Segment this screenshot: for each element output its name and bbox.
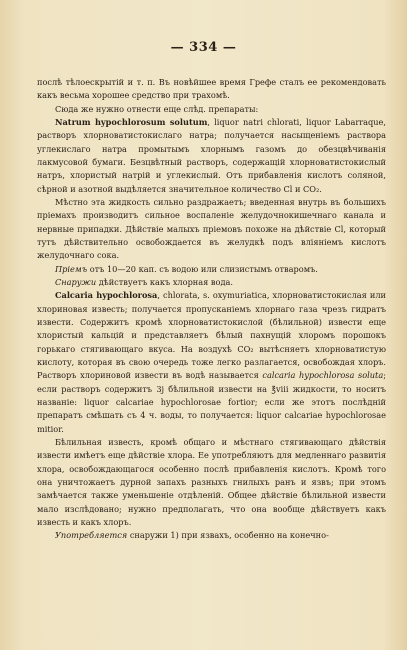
paragraph xyxy=(37,289,386,436)
body-text xyxy=(37,76,386,542)
text-run: ; если растворъ содержитъ 3j бѣлильной извести на ℥viii жидкости, то носитъ названіе: liquor calcariae hypochlorosae fortior; если же этотъ послѣдній препаратъ смѣшать съ 4 ч. воды, то получается: liquor calcariae hypochlorosae mitior. xyxy=(37,370,386,434)
text-run: послѣ тѣлоескрытій и т. п. Въ новѣйшее время Грефе сталъ ее рекомендовать какъ весьма хорошее средство при трахомѣ. xyxy=(37,77,386,101)
text-run: , chlorata, s. oxymuriatica, хлорноватистокислая или хлориновая известь; получается пропусканіемъ хлорнаго газа чрезъ гидратъ извести. Содержитъ кромѣ хлорноватистокислой (бѣлильной) извести еще хлористый кальцій и представляетъ бѣлый пахнущій хлоромъ порошокъ горькаго стягивающаго вкуса. На воздухѣ CO₂ вытѣсняетъ хлорноватистую кислоту, которая въ свою очередь тоже легко разлагается, освобождая хлоръ. Растворъ хлориновой извести въ водѣ называется xyxy=(37,290,386,381)
text-run: Natrum hypochlorosum solutum xyxy=(55,116,208,127)
text-run: Пріемъ xyxy=(55,263,88,274)
page-number: — 334 — xyxy=(170,40,237,55)
text-run: отъ 10—20 кап. съ водою или слизистымъ отваромъ. xyxy=(87,263,318,274)
text-run: Употребляется xyxy=(55,530,128,541)
text-run: Calcaria hypochlorosa xyxy=(55,290,158,301)
text-run: Снаружи xyxy=(55,276,97,287)
text-run: Бѣлильная известь, кромѣ общаго и мѣстнаго стягивающаго дѣйствія извести имѣетъ еще дѣйствіе хлора. Ее употребляютъ для медленнаго развитія хлора, освобождающагося особенно послѣ прибавленія кислотъ. Кромѣ того она уничтожаетъ дурной запахъ разныхъ гнилыхъ ранъ и язвъ; при этомъ замѣчается также уменьшеніе отдѣленій. Общее дѣйствіе бѣлильной извести мало изслѣдовано; нужно предполагать, что она вообще дѣйствуетъ какъ известь и какъ хлоръ. xyxy=(37,436,386,527)
paragraph xyxy=(37,76,386,103)
paragraph xyxy=(37,116,386,196)
paragraph xyxy=(37,276,386,289)
paragraph xyxy=(37,529,386,542)
text-run: Мѣстно эта жидкость сильно раздражаетъ; введенная внутрь въ большихъ пріемахъ производитъ сильное воспаленіе желудочнокишечнаго канала и нервные припадки. Дѣйствіе малыхъ пріемовъ похоже на дѣйствіе Cl, который тутъ дѣйствительно освобождается въ желудкѣ подъ вліяніемъ кислотъ желудочнаго сока. xyxy=(37,196,386,261)
paragraph xyxy=(37,103,386,116)
text-run: дѣйствуетъ какъ хлорная вода. xyxy=(96,276,233,287)
text-run: снаружи 1) при язвахъ, особенно на конечно- xyxy=(127,530,329,541)
paragraph xyxy=(37,436,386,529)
text-run: Сюда же нужно отнести еще слѣд. препараты: xyxy=(55,103,259,114)
paragraph xyxy=(37,263,386,276)
text-run: calcaria hypochlorosa soluta xyxy=(262,370,384,381)
paragraph xyxy=(37,196,386,263)
text-run: , liquor natri chlorati, liquor Labarraque, растворъ хлорноватистокислаго натра; получается насыщеніемъ раствора углекислаго натра промытымъ хлорнымъ газомъ до обезцвѣчиванія лакмусовой бумаги. Безцвѣтный растворъ, содержащій хлорноватистокислый натръ, хлористый натрій и углекислый. Отъ прибавленія кислотъ соляной, сѣрной и азотной выдѣляется значительное количество Cl и CO₂. xyxy=(37,116,387,194)
